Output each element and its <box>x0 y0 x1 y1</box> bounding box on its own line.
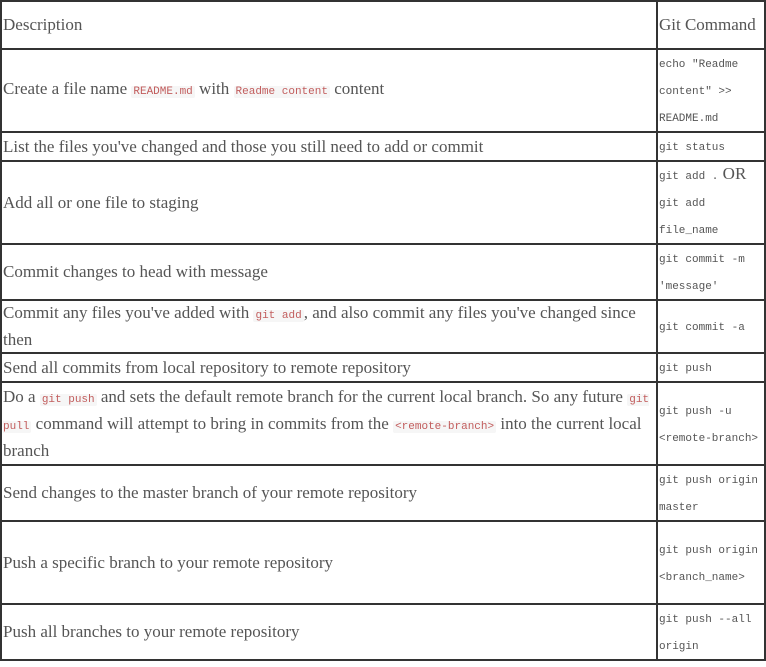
command-code: git commit -a <box>659 322 745 334</box>
command-cell <box>657 161 765 244</box>
description-cell <box>1 244 657 300</box>
description-header: Description <box>1 1 657 49</box>
command-cell <box>657 300 765 353</box>
desc-text: into the current local branch <box>3 413 642 460</box>
desc-text: , and also commit any files you've changed since then <box>3 303 636 349</box>
command-code: git push origin master <box>659 475 759 514</box>
table-row <box>1 465 765 521</box>
command-cell <box>657 49 765 132</box>
inline-code: git pull <box>3 393 650 433</box>
desc-text: and sets the default remote branch for the current local branch. So any future <box>96 386 628 406</box>
command-cell <box>657 353 765 382</box>
command-code: git add file_name <box>659 198 719 237</box>
table-row <box>1 49 765 132</box>
table-row <box>1 382 765 465</box>
inline-code: git push <box>41 393 95 406</box>
command-code: git push --all origin <box>659 614 752 653</box>
table-row <box>1 132 765 161</box>
command-cell <box>657 521 765 604</box>
inline-code: <remote-branch> <box>395 420 495 433</box>
inline-code: git add <box>255 310 302 322</box>
desc-text: Commit any files you've added with <box>3 303 254 322</box>
command-code: git add . <box>659 171 719 183</box>
description-cell <box>1 353 657 382</box>
description-cell <box>1 49 657 132</box>
description-cell <box>1 300 657 353</box>
desc-text: Push a specific branch to your remote repository <box>3 552 333 572</box>
command-code: git push origin <branch_name> <box>659 544 759 584</box>
command-cell <box>657 465 765 521</box>
command-cell <box>657 382 765 465</box>
description-cell <box>1 465 657 521</box>
table-row <box>1 161 765 244</box>
command-code: git push -u <remote-branch> <box>659 405 759 445</box>
desc-text: Push all branches to your remote repository <box>3 622 300 641</box>
desc-text: Commit changes to head with message <box>3 262 268 281</box>
description-cell <box>1 132 657 161</box>
command-code: echo "Readme content" >> README.md <box>659 59 739 125</box>
desc-text: Add all or one file to staging <box>3 192 199 212</box>
table-row <box>1 300 765 353</box>
desc-text: content <box>329 79 385 98</box>
command-cell <box>657 244 765 300</box>
table-row <box>1 353 765 382</box>
table-row <box>1 521 765 604</box>
inline-code: Readme content <box>235 86 328 98</box>
description-cell <box>1 521 657 604</box>
git-command-header: Git Command <box>657 1 765 49</box>
command-code: git status <box>659 142 726 154</box>
desc-text: Do a <box>3 386 40 406</box>
command-code: git push <box>659 363 712 375</box>
table-row <box>1 244 765 300</box>
or-text: OR <box>718 164 747 183</box>
desc-text: Send all commits from local repository to remote repository <box>3 357 411 377</box>
description-cell <box>1 161 657 244</box>
description-cell <box>1 382 657 465</box>
command-cell <box>657 604 765 660</box>
command-code: git commit -m 'message' <box>659 254 745 293</box>
table-row <box>1 604 765 660</box>
desc-text: Send changes to the master branch of your remote repository <box>3 483 418 502</box>
desc-text: command will attempt to bring in commits from the <box>31 413 394 433</box>
desc-text: List the files you've changed and those you still need to add or commit <box>3 136 484 156</box>
desc-text: Create a file name <box>3 79 132 98</box>
table-header-row <box>1 1 765 49</box>
description-cell <box>1 604 657 660</box>
command-cell <box>657 132 765 161</box>
inline-code: README.md <box>133 86 193 98</box>
desc-text: with <box>194 79 234 98</box>
